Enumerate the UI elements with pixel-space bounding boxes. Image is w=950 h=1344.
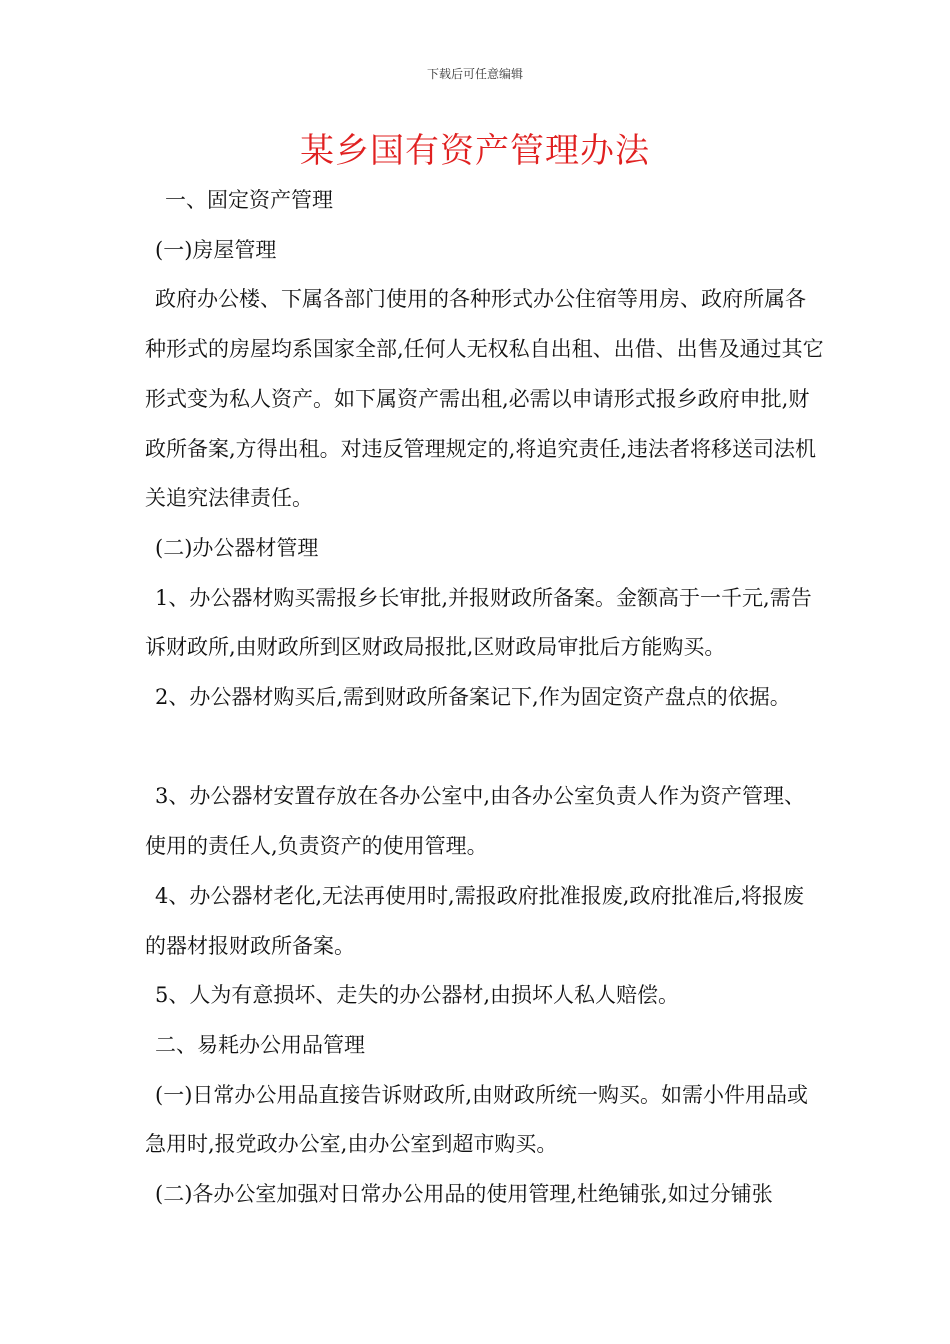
blank-line [145, 723, 825, 773]
paragraph-equipment-item-4: 4、办公器材老化,无法再使用时,需报政府批准报废,政府批准后,将报废的器材报财政所备案。 [145, 883, 805, 958]
document-title: 某乡国有资产管理办法 [300, 131, 650, 171]
paragraph-housing-rules: 政府办公楼、下属各部门使用的各种形式办公住宿等用房、政府所属各种形式的房屋均系国家全部,任何人无权私自出租、出借、出售及通过其它形式变为私人资产。如下属资产需出租,必需以申请形式报乡政府申批,财政所备案,方得出租。对违反管理规定的,将追究责任,违法者将移送司法机关追究法律责任。 [145, 287, 824, 511]
paragraph-equipment-item-1: 1、办公器材购买需报乡长审批,并报财政所备案。金额高于一千元,需告诉财政所,由财政所到区财政局报批,区财政局审批后方能购买。 [145, 585, 812, 660]
page-header: 下载后可任意编辑 [426, 67, 523, 81]
paragraph-equipment-item-3: 3、办公器材安置存放在各办公室中,由各办公室负责人作为资产管理、使用的责任人,负责资产的使用管理。 [145, 784, 806, 859]
paragraph-consumables-item-2: (二)各办公室加强对日常办公用品的使用管理,杜绝铺张,如过分铺张 [155, 1182, 773, 1207]
section-heading-fixed-assets: 一、固定资产管理 [165, 188, 333, 212]
document-body [145, 176, 825, 1220]
subsection-heading-office-equipment: (二)办公器材管理 [155, 535, 319, 560]
paragraph-consumables-item-1: (一)日常办公用品直接告诉财政所,由财政所统一购买。如需小件用品或急用时,报党政办公室,由办公室到超市购买。 [145, 1082, 809, 1157]
paragraph-equipment-item-2: 2、办公器材购买后,需到财政所备案记下,作为固定资产盘点的依据。 [155, 685, 791, 710]
subsection-heading-housing: (一)房屋管理 [155, 237, 277, 262]
paragraph-equipment-item-5: 5、人为有意损坏、走失的办公器材,由损坏人私人赔偿。 [155, 983, 680, 1008]
section-heading-consumables: 二、易耗办公用品管理 [155, 1032, 365, 1057]
